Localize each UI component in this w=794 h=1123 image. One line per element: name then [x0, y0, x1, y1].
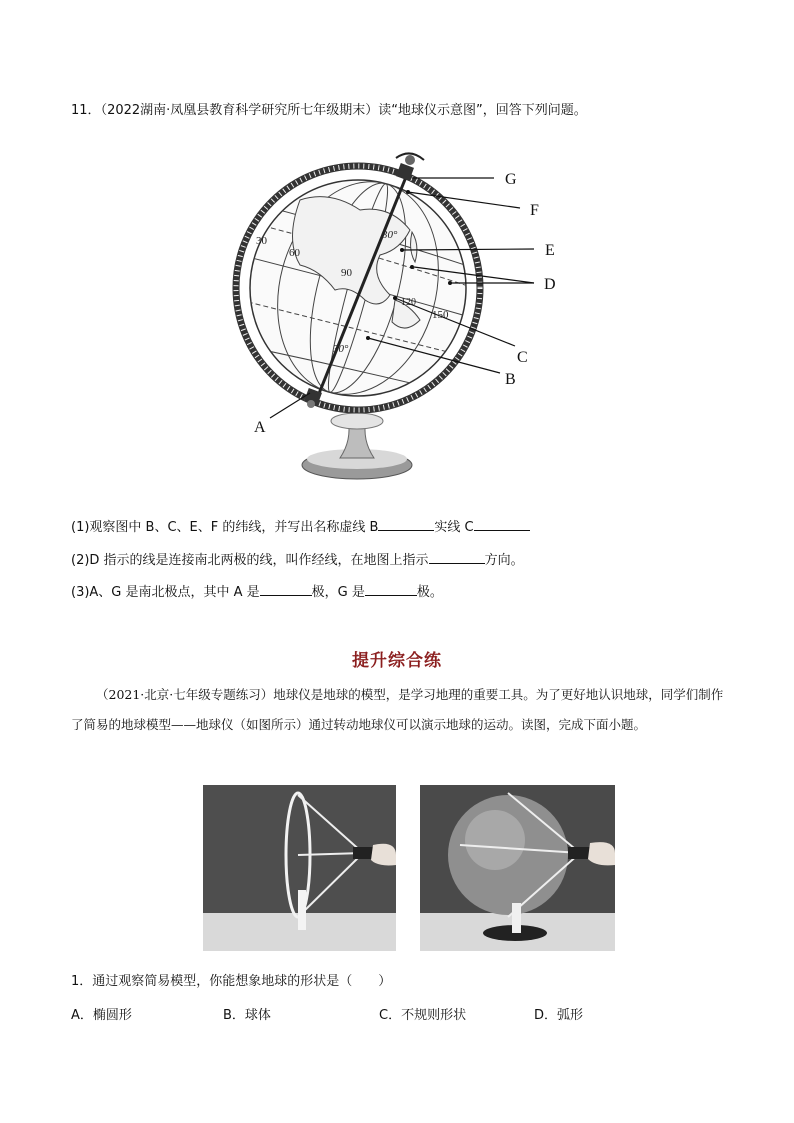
question-1-stem: 1．通过观察简易模型，你能想象地球的形状是（ ） [71, 974, 392, 989]
label-30-north: 30° [382, 229, 398, 241]
label-30-south: 30° [333, 343, 349, 355]
answer-blank[interactable] [474, 516, 530, 531]
label-G: G [505, 171, 517, 188]
question-stem: 读“地球仪示意图”，回答下列问题。 [378, 103, 587, 118]
answer-blank[interactable] [429, 549, 485, 564]
question-11-heading: 11．（2022湖南·凤凰县教育科学研究所七年级期末）读“地球仪示意图”，回答下列问题。 [71, 103, 587, 118]
answer-blank[interactable] [378, 516, 434, 531]
label-30-lon: 30 [256, 235, 267, 247]
label-60: 60 [289, 247, 300, 259]
label-D: D [544, 276, 556, 293]
subq-3: (3)A、G 是南北极点，其中 A 是 极，G 是 极。 [71, 581, 443, 602]
option-a[interactable]: A．椭圆形 [71, 1008, 132, 1023]
option-b[interactable]: B．球体 [223, 1008, 271, 1023]
question-number: 11 [71, 103, 88, 118]
photo-globe [420, 785, 615, 951]
label-C: C [517, 349, 528, 366]
option-c[interactable]: C．不规则形状 [379, 1008, 467, 1023]
label-120: 120 [401, 297, 416, 308]
label-E: E [545, 242, 555, 259]
answer-blank[interactable] [365, 581, 417, 596]
section-title: 提升综合练 [352, 651, 442, 671]
option-d[interactable]: D．弧形 [534, 1008, 584, 1023]
photo-simple-model [203, 785, 396, 951]
subq-1: (1)观察图中 B、C、E、F 的纬线，并写出名称虚线 B 实线 C [71, 516, 530, 537]
label-A: A [254, 419, 266, 436]
label-150: 150 [432, 309, 449, 321]
question-source: （2022湖南·凤凰县教育科学研究所七年级期末） [100, 103, 379, 118]
intro-paragraph: （2021·北京·七年级专题练习）地球仪是地球的模型，是学习地理的重要工具。为了更好地认识地球，同学们制作了简易的地球模型——地球仪（如图所示）通过转动地球仪可以演示地球的运动。读图，完成下面小题。 [71, 687, 724, 732]
subq-2: (2)D 指示的线是连接南北两极的线，叫作经线，在地图上指示 方向。 [71, 549, 524, 570]
answer-blank[interactable] [260, 581, 312, 596]
label-F: F [530, 202, 539, 219]
label-B: B [505, 371, 516, 388]
label-90: 90 [341, 267, 352, 279]
